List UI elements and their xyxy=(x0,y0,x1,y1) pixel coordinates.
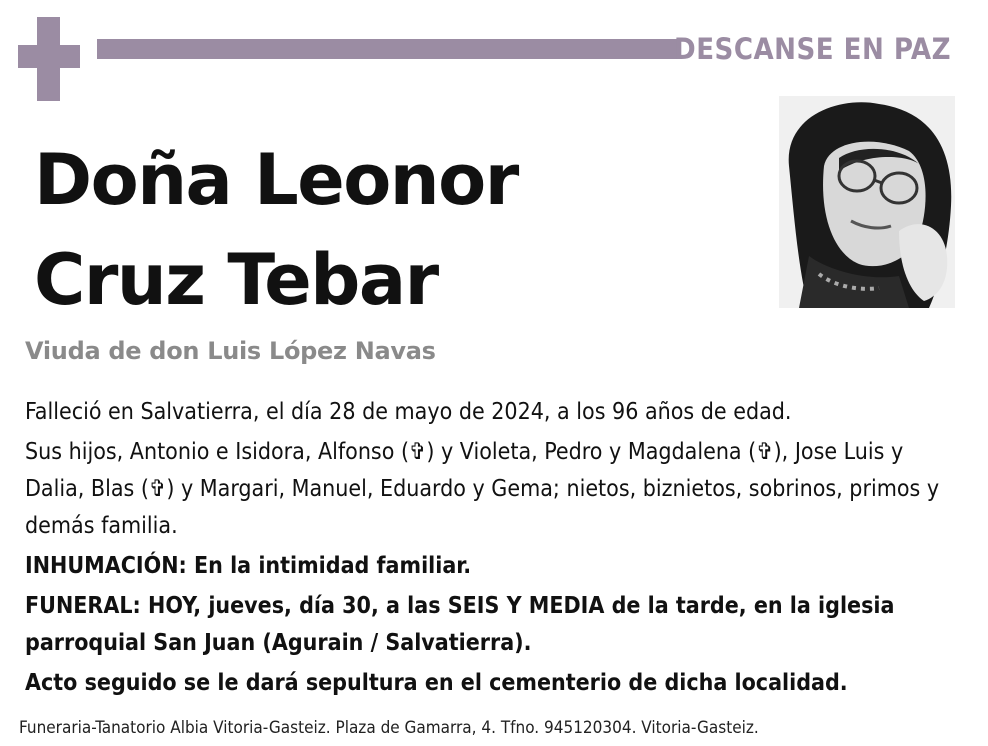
cross-icon xyxy=(18,17,80,101)
portrait-photo xyxy=(779,96,955,308)
burial-text: INHUMACIÓN: En la intimidad familiar. xyxy=(25,553,472,579)
family-text: Sus hijos, Antonio e Isidora, Alfonso (✞) y Violeta, Pedro y Magdalena (✞), Jose Luis y Dalia, Blas (✞) y Margari, Manuel, Eduardo y Gema; nietos, biznietos, sobrinos, primos y demás familia. xyxy=(25,439,940,539)
notice-body xyxy=(25,394,960,702)
funeral-home-footer: Funeraria-Tanatorio Albia Vitoria-Gasteiz. Plaza de Gamarra, 4. Tfno. 945120304. Vitoria-Gasteiz. xyxy=(19,718,759,738)
deceased-name xyxy=(34,130,518,330)
header-bar xyxy=(97,39,677,59)
header-title: DESCANSE EN PAZ xyxy=(674,32,951,66)
relation-line: Viuda de don Luis López Navas xyxy=(25,337,436,365)
name-line-1: Doña Leonor xyxy=(34,139,518,221)
portrait-image xyxy=(779,96,955,308)
interment-text: Acto seguido se le dará sepultura en el cementerio de dicha localidad. xyxy=(25,670,848,696)
funeral-text: FUNERAL: HOY, jueves, día 30, a las SEIS Y MEDIA de la tarde, en la iglesia parroquial San Juan (Agurain / Salvatierra). xyxy=(25,593,895,656)
name-line-2: Cruz Tebar xyxy=(34,239,438,321)
death-text: Falleció en Salvatierra, el día 28 de mayo de 2024, a los 96 años de edad. xyxy=(25,399,792,425)
